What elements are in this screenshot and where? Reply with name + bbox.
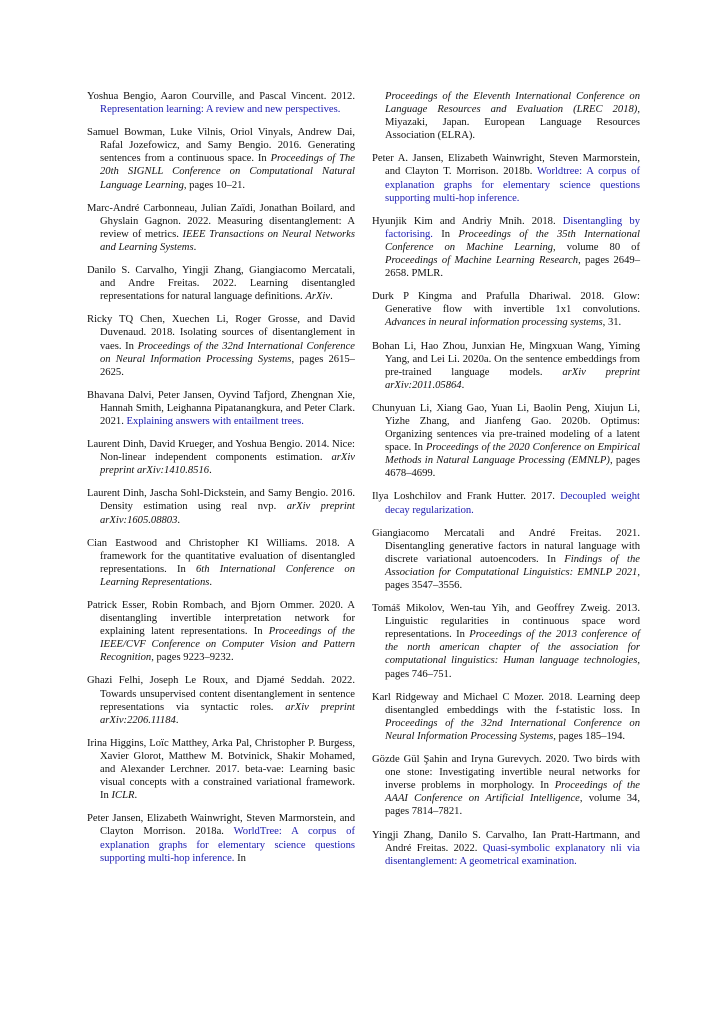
reference-text: Chunyuan Li, Xiang Gao, Yuan Li, Baolin Peng, Xiujun Li, Yizhe Zhang, and Jianfeng Gao. 2020b. Optimus: Organizing sentences via pre-trained modeling of a latent space. In	[372, 402, 640, 454]
reference-venue: Proceedings of the 2020 Conference on Empirical Methods in Natural Language Processing (EMNLP)	[385, 442, 640, 467]
reference-entry	[87, 389, 355, 428]
references-left-column	[87, 90, 355, 875]
reference-entry	[372, 402, 640, 481]
reference-venue: arXiv preprint arXiv:2011.05864	[385, 366, 641, 391]
reference-text: Tomáš Mikolov, Wen-tau Yih, and Geoffrey Zweig. 2013. Linguistic regularities in continuous space word representations. In	[372, 603, 640, 641]
reference-text: Yingji Zhang, Danilo S. Carvalho, Ian Pratt-Hartmann, and André Freitas. 2022.	[372, 829, 640, 854]
reference-entry	[87, 264, 355, 303]
reference-text: Ghazi Felhi, Joseph Le Roux, and Djamé Seddah. 2022. Towards unsupervised content disentanglement in sentence representations via syntactic roles.	[87, 675, 355, 713]
reference-text: Samuel Bowman, Luke Vilnis, Oriol Vinyals, Andrew Dai, Rafal Jozefowicz, and Samy Bengio. 2016. Generating sentences from a continuous space. In	[87, 127, 355, 165]
reference-entry	[372, 527, 640, 592]
reference-entry	[87, 90, 355, 116]
reference-text: .	[209, 465, 212, 477]
reference-entry	[372, 691, 640, 743]
reference-venue: Proceedings of The 20th SIGNLL Conference on Computational Natural Language Learning	[100, 153, 355, 191]
reference-entry	[372, 753, 640, 818]
reference-text: Hyunjik Kim and Andriy Mnih. 2018.	[372, 215, 563, 227]
reference-venue: arXiv preprint arXiv:1605.08803	[100, 501, 355, 526]
reference-venue: 6th International Conference on Learning Representations	[100, 563, 355, 588]
reference-text: .	[461, 379, 465, 391]
reference-text: Laurent Dinh, Jascha Sohl-Dickstein, and Samy Bengio. 2016. Density estimation using real nvp.	[87, 488, 355, 513]
reference-link[interactable]: WorldTree: A corpus of explanation graphs for elementary science questions supporting multi-hop inference.	[100, 826, 356, 864]
reference-text: , pages 2649–2658. PMLR.	[385, 255, 640, 280]
reference-venue: Proceedings of Machine Learning Research	[385, 255, 579, 267]
reference-entry	[87, 313, 355, 378]
reference-text: , Miyazaki, Japan. European Language Resources Association (ELRA).	[385, 104, 640, 142]
reference-entry	[87, 487, 355, 526]
reference-link[interactable]: Quasi-symbolic explanatory nli via disentanglement: A geometrical examination.	[385, 842, 640, 867]
reference-entry-continuation	[372, 90, 640, 142]
reference-text: Bhavana Dalvi, Peter Jansen, Oyvind Tafjord, Zhengnan Xie, Hannah Smith, Leighanna Pipatanangkura, and Peter Clark. 2021.	[87, 389, 355, 427]
reference-venue: Proceedings of the 35th International Conference on Machine Learning	[385, 228, 640, 253]
reference-text: Giangiacomo Mercatali and André Freitas. 2021. Disentangling generative factors in natural language with discrete variational autoencoders. In	[372, 527, 640, 565]
reference-text: , pages 4678–4699.	[385, 455, 640, 480]
reference-entry	[372, 829, 640, 868]
reference-text: Gözde Gül Şahin and Iryna Gurevych. 2020. Two birds with one stone: Investigating invertible neural networks for inverse problems in morphology. In	[372, 754, 640, 792]
reference-text: Laurent Dinh, David Krueger, and Yoshua Bengio. 2014. Nice: Non-linear independent components estimation.	[87, 439, 355, 464]
reference-entry	[372, 490, 640, 516]
reference-text: .	[209, 576, 213, 588]
reference-link[interactable]: Disentangling by factorising.	[385, 215, 640, 240]
reference-text: , pages 9223–9232.	[151, 652, 234, 664]
reference-link[interactable]: Representation learning: A review and new perspectives.	[100, 104, 341, 116]
reference-venue: IEEE Transactions on Neural Networks and Learning Systems	[100, 228, 355, 253]
reference-entry	[87, 537, 355, 589]
reference-venue: ICLR	[111, 790, 135, 802]
references-right-column	[372, 90, 640, 878]
reference-venue: Proceedings of the 32nd International Conference on Neural Information Processing Systems	[100, 340, 355, 365]
reference-entry	[87, 812, 355, 864]
reference-text: Cian Eastwood and Christopher KI Williams. 2018. A framework for the quantitative evaluation of disentangled representations. In	[87, 537, 355, 575]
reference-entry	[87, 438, 355, 477]
reference-text: .	[330, 291, 333, 303]
reference-venue: Advances in neural information processing systems	[385, 317, 603, 329]
reference-venue: Proceedings of the 2013 conference of the north american chapter of the association for computational linguistics: Human language technologies	[385, 629, 640, 667]
reference-venue: arXiv preprint arXiv:2206.11184	[100, 701, 355, 726]
reference-entry	[372, 152, 640, 204]
reference-text: Irina Higgins, Loïc Matthey, Arka Pal, Christopher P. Burgess, Xavier Glorot, Matthew M. Botvinick, Shakir Mohamed, and Alexander Lerchner. 2017. beta-vae: Learning basic visual concepts with a constrained variational framework. In	[87, 737, 355, 802]
reference-venue: ArXiv	[305, 291, 331, 303]
reference-link[interactable]: Explaining answers with entailment trees.	[126, 415, 304, 427]
reference-text: Peter Jansen, Elizabeth Wainwright, Steven Marmorstein, and Clayton Morrison. 2018a.	[87, 813, 355, 838]
reference-entry	[87, 126, 355, 191]
reference-venue: Proceedings of the Eleventh International Conference on Language Resources and Evaluation (LREC 2018)	[385, 91, 640, 116]
reference-text: Durk P Kingma and Prafulla Dhariwal. 2018. Glow: Generative flow with invertible 1x1 convolutions.	[372, 291, 640, 316]
reference-entry	[87, 202, 355, 254]
reference-text: , pages 3547–3556.	[385, 566, 640, 591]
reference-venue: arXiv preprint arXiv:1410.8516	[100, 452, 355, 477]
reference-venue: Proceedings of the AAAI Conference on Artificial Intelligence	[385, 780, 640, 805]
reference-text: Yoshua Bengio, Aaron Courville, and Pascal Vincent. 2012.	[87, 91, 355, 102]
reference-entry	[372, 602, 640, 681]
reference-link[interactable]: Worldtree: A corpus of explanation graphs for elementary science questions supporting multi-hop inference.	[385, 166, 640, 204]
reference-entry	[372, 340, 640, 392]
reference-entry	[87, 674, 355, 726]
reference-link[interactable]: Decoupled weight decay regularization.	[385, 491, 640, 516]
reference-entry	[87, 737, 355, 802]
reference-text: .	[134, 790, 138, 802]
reference-text: Patrick Esser, Robin Rombach, and Bjorn Ommer. 2020. A disentangling invertible interpretation network for explaining latent representations. In	[87, 600, 355, 638]
reference-venue: Proceedings of the IEEE/CVF Conference on Computer Vision and Pattern Recognition	[100, 626, 355, 664]
reference-text: Peter A. Jansen, Elizabeth Wainwright, Steven Marmorstein, and Clayton T. Morrison. 2018b.	[372, 153, 640, 178]
reference-text: In	[432, 228, 459, 240]
reference-text: Danilo S. Carvalho, Yingji Zhang, Giangiacomo Mercatali, and Andre Freitas. 2022. Learning disentangled representations for natural language definitions.	[87, 265, 355, 303]
reference-entry	[372, 215, 640, 280]
reference-text: Bohan Li, Hao Zhou, Junxian He, Mingxuan Wang, Yiming Yang, and Lei Li. 2020a. On the sentence embeddings from pre-trained language models.	[372, 340, 640, 378]
reference-venue: Findings of the Association for Computational Linguistics: EMNLP 2021	[385, 553, 640, 578]
reference-text: .	[193, 241, 197, 253]
reference-text: Ilya Loshchilov and Frank Hutter. 2017.	[372, 491, 561, 503]
reference-text: , volume 80 of	[553, 241, 640, 253]
reference-text: Karl Ridgeway and Michael C Mozer. 2018. Learning deep disentangled embeddings with the f-statistic loss. In	[372, 691, 640, 716]
reference-entry	[87, 599, 355, 664]
reference-text: .	[177, 514, 181, 526]
reference-text: , pages 2615–2625.	[100, 353, 355, 378]
reference-text: , 31.	[602, 317, 622, 329]
reference-text: , pages 746–751.	[385, 655, 640, 680]
reference-text: In	[234, 852, 246, 864]
reference-text: Marc-André Carbonneau, Julian Zaïdi, Jonathan Boilard, and Ghyslain Gagnon. 2022. Measuring disentanglement: A review of metrics.	[87, 202, 355, 240]
reference-text: , pages 10–21.	[183, 179, 246, 191]
reference-text: , volume 34, pages 7814–7821.	[385, 793, 640, 818]
reference-entry	[372, 290, 640, 329]
reference-text: Ricky TQ Chen, Xuechen Li, Roger Grosse, and David Duvenaud. 2018. Isolating sources of disentanglement in vaes. In	[87, 314, 355, 352]
reference-text: .	[175, 714, 179, 726]
reference-venue: Proceedings of the 32nd International Conference on Neural Information Processing Systems	[385, 717, 640, 742]
reference-text: , pages 185–194.	[553, 730, 626, 742]
